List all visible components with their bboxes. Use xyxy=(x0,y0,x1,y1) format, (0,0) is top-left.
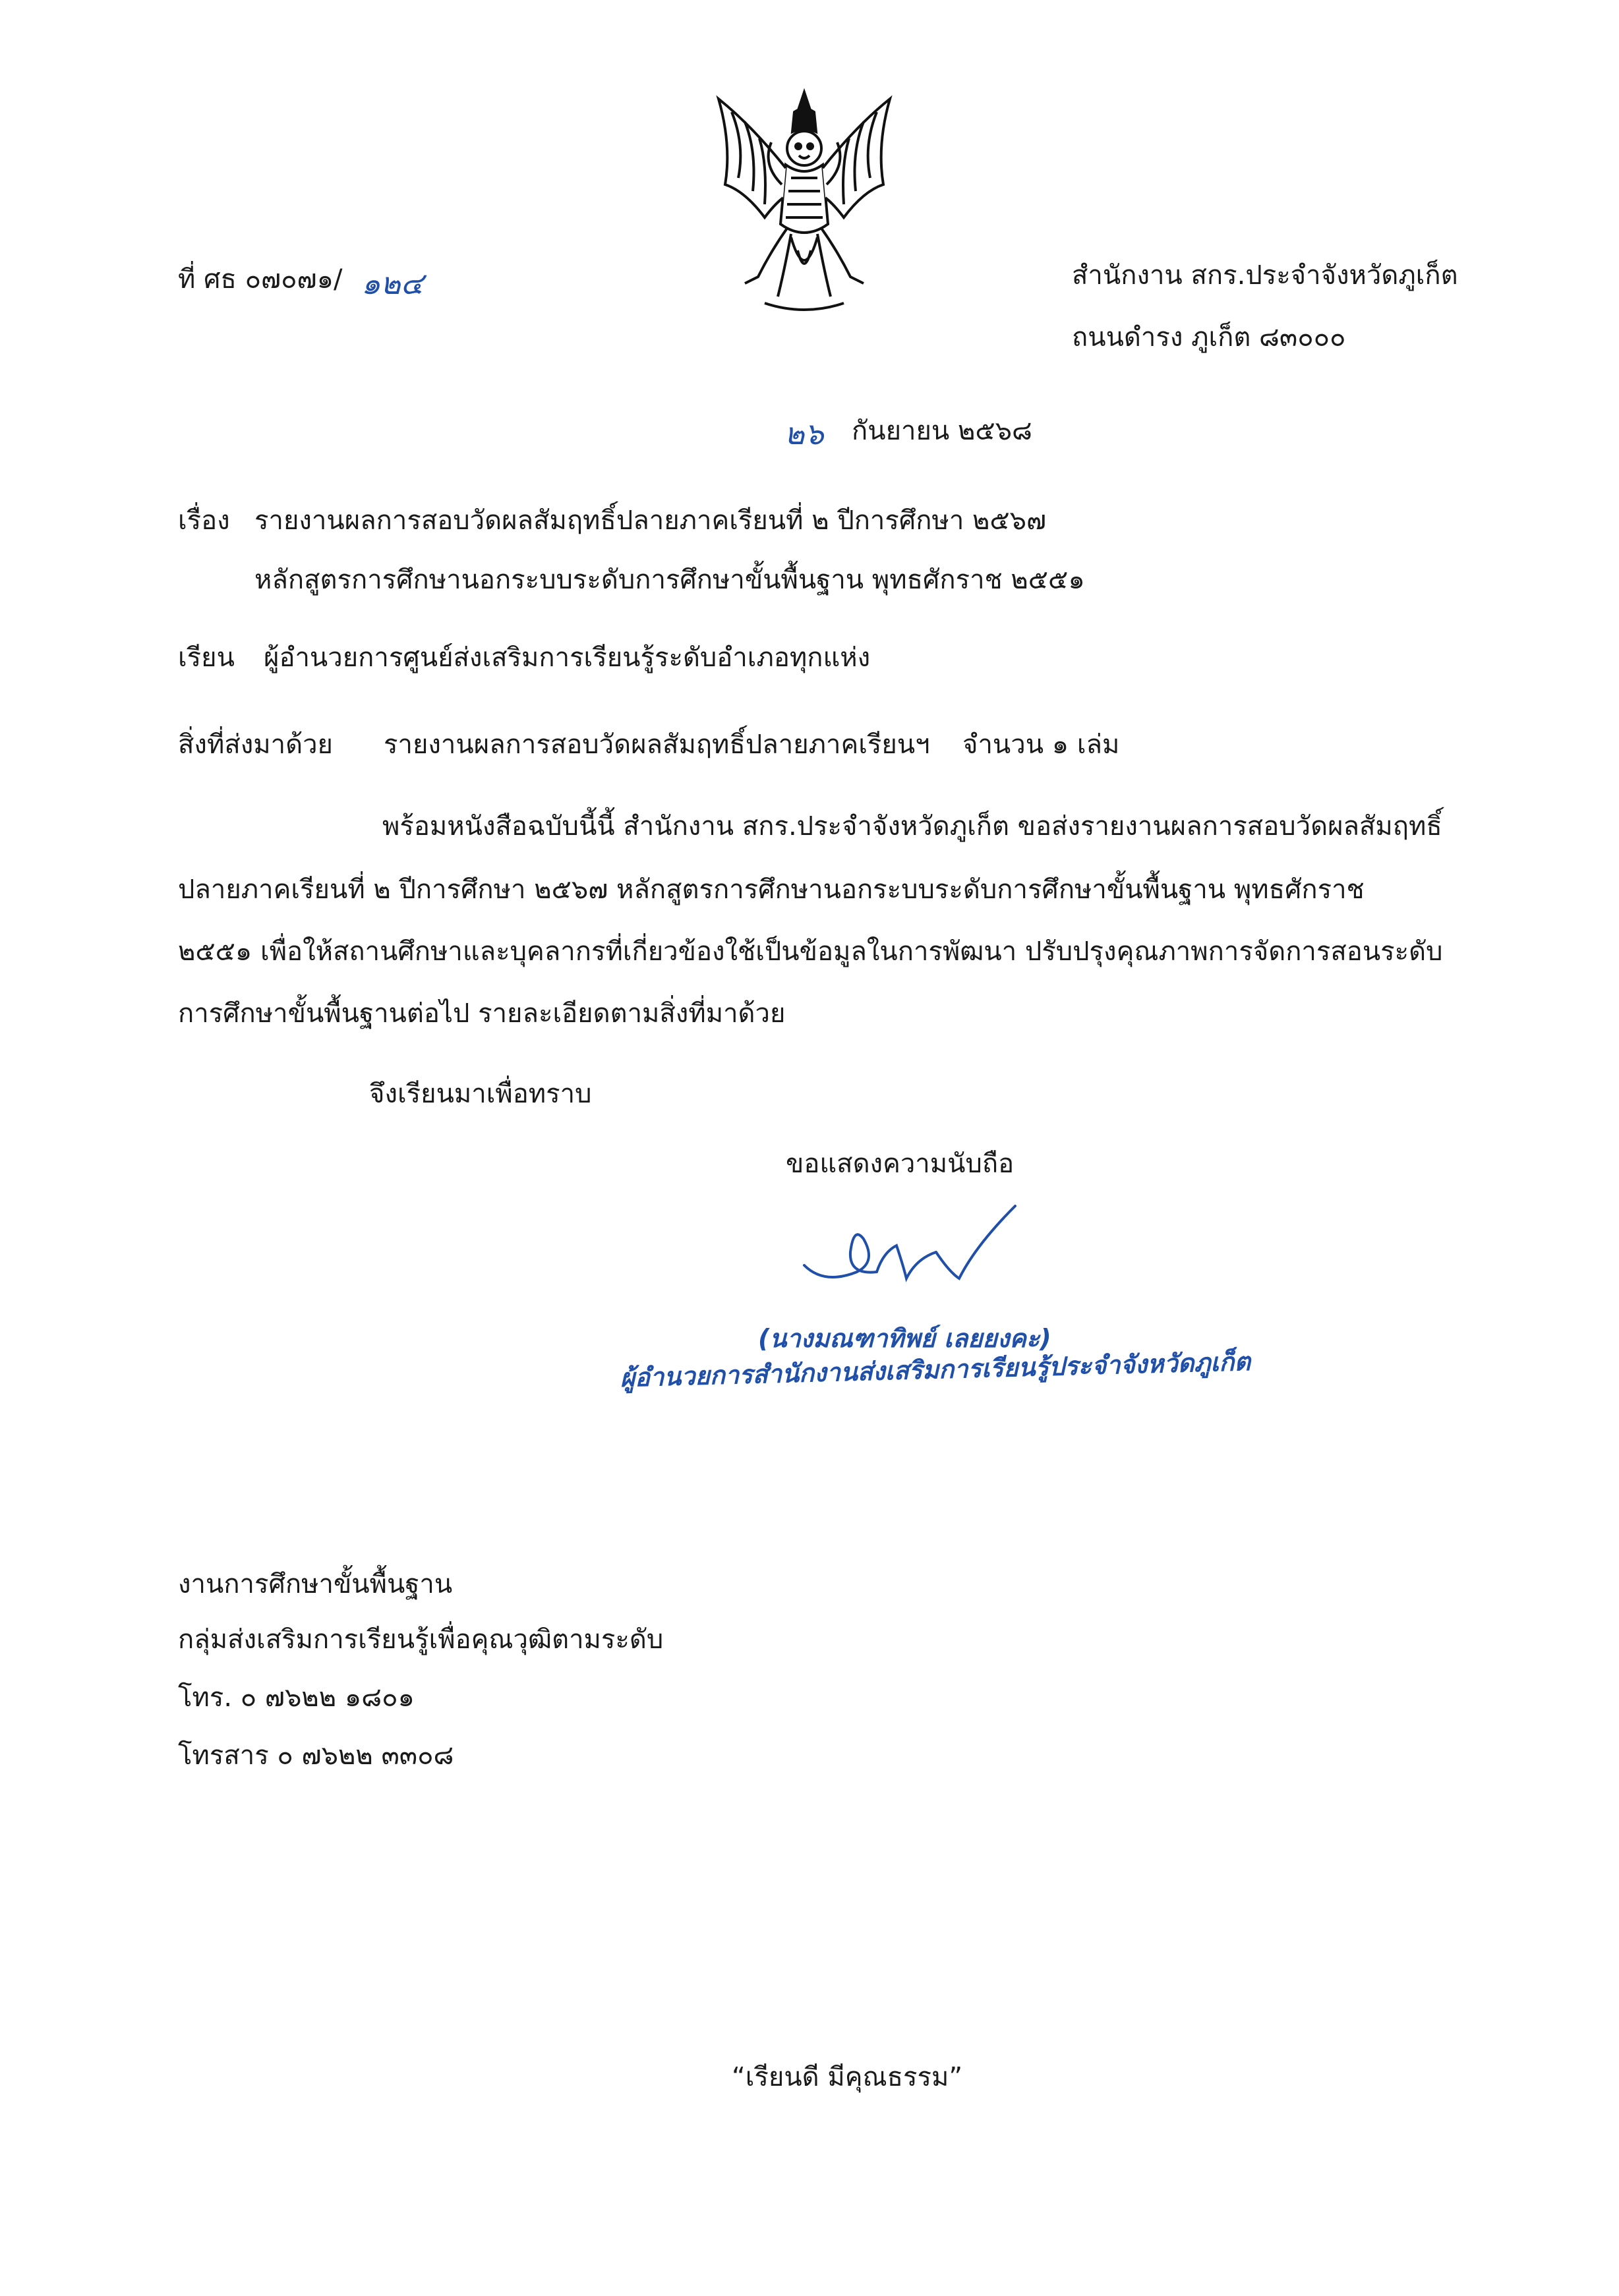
recipient-label: เรียน xyxy=(178,643,235,673)
body-line-3: ๒๕๕๑ เพื่อให้สถานศึกษาและบุคลากรที่เกี่ยวข้องใช้เป็นข้อมูลในการพัฒนา ปรับปรุงคุณภาพการจัดการสอนระดับ xyxy=(178,936,1443,967)
signer-position: ผู้อำนวยการสำนักงานส่งเสริมการเรียนรู้ประจำจังหวัดภูเก็ต xyxy=(620,1346,1251,1392)
body-line-1: พร้อมหนังสือฉบับนี้นี้ สำนักงาน สกร.ประจำจังหวัดภูเก็ต ขอส่งรายงานผลการสอบวัดผลสัมฤทธิ์ xyxy=(382,811,1442,842)
reference-number-handwritten: ๑๒๔ xyxy=(361,266,424,301)
garuda-emblem-icon xyxy=(699,86,910,316)
footer-fax: โทรสาร ๐ ๗๖๒๒ ๓๓๐๘ xyxy=(178,1740,454,1771)
recipient-value: ผู้อำนวยการศูนย์ส่งเสริมการเรียนรู้ระดับอำเภอทุกแห่ง xyxy=(264,643,871,673)
office-address: ถนนดำรง ภูเก็ต ๘๓๐๐๐ xyxy=(1072,322,1346,353)
motto: “เรียนดี มีคุณธรรม” xyxy=(732,2062,963,2092)
body-line-2: ปลายภาคเรียนที่ ๒ ปีการศึกษา ๒๕๖๗ หลักสูตรการศึกษานอกระบบระดับการศึกษาขั้นพื้นฐาน พุทธศักราช xyxy=(178,875,1365,905)
enclosure-count: จำนวน ๑ เล่ม xyxy=(962,730,1120,760)
body-line-4: การศึกษาขั้นพื้นฐานต่อไป รายละเอียดตามสิ่งที่มาด้วย xyxy=(178,998,786,1029)
salutation: ขอแสดงความนับถือ xyxy=(786,1149,1015,1179)
reference-label: ที่ ศธ ๐๗๐๗๑/ xyxy=(178,264,343,295)
footer-group: กลุ่มส่งเสริมการเรียนรู้เพื่อคุณวุฒิตามระดับ xyxy=(178,1624,664,1655)
footer-unit: งานการศึกษาขั้นพื้นฐาน xyxy=(178,1569,453,1599)
footer-phone: โทร. ๐ ๗๖๒๒ ๑๘๐๑ xyxy=(178,1682,415,1713)
signer-name: (นางมณฑาทิพย์ เลยยงคะ) xyxy=(758,1324,1051,1353)
date-text: กันยายน ๒๕๖๘ xyxy=(852,416,1032,446)
date-day-handwritten: ๒๖ xyxy=(784,416,824,451)
subject-line-2: หลักสูตรการศึกษานอกระบบระดับการศึกษาขั้นพื้นฐาน พุทธศักราช ๒๕๕๑ xyxy=(254,565,1085,595)
subject-line-1: รายงานผลการสอบวัดผลสัมฤทธิ์ปลายภาคเรียนที่ ๒ ปีการศึกษา ๒๕๖๗ xyxy=(254,505,1047,536)
signature-icon xyxy=(784,1193,1048,1298)
office-name: สำนักงาน สกร.ประจำจังหวัดภูเก็ต xyxy=(1072,260,1458,291)
enclosure-label: สิ่งที่ส่งมาด้วย xyxy=(178,730,333,760)
enclosure-value: รายงานผลการสอบวัดผลสัมฤทธิ์ปลายภาคเรียนฯ xyxy=(384,730,930,760)
subject-label: เรื่อง xyxy=(178,505,230,536)
closing-request: จึงเรียนมาเพื่อทราบ xyxy=(369,1079,592,1109)
